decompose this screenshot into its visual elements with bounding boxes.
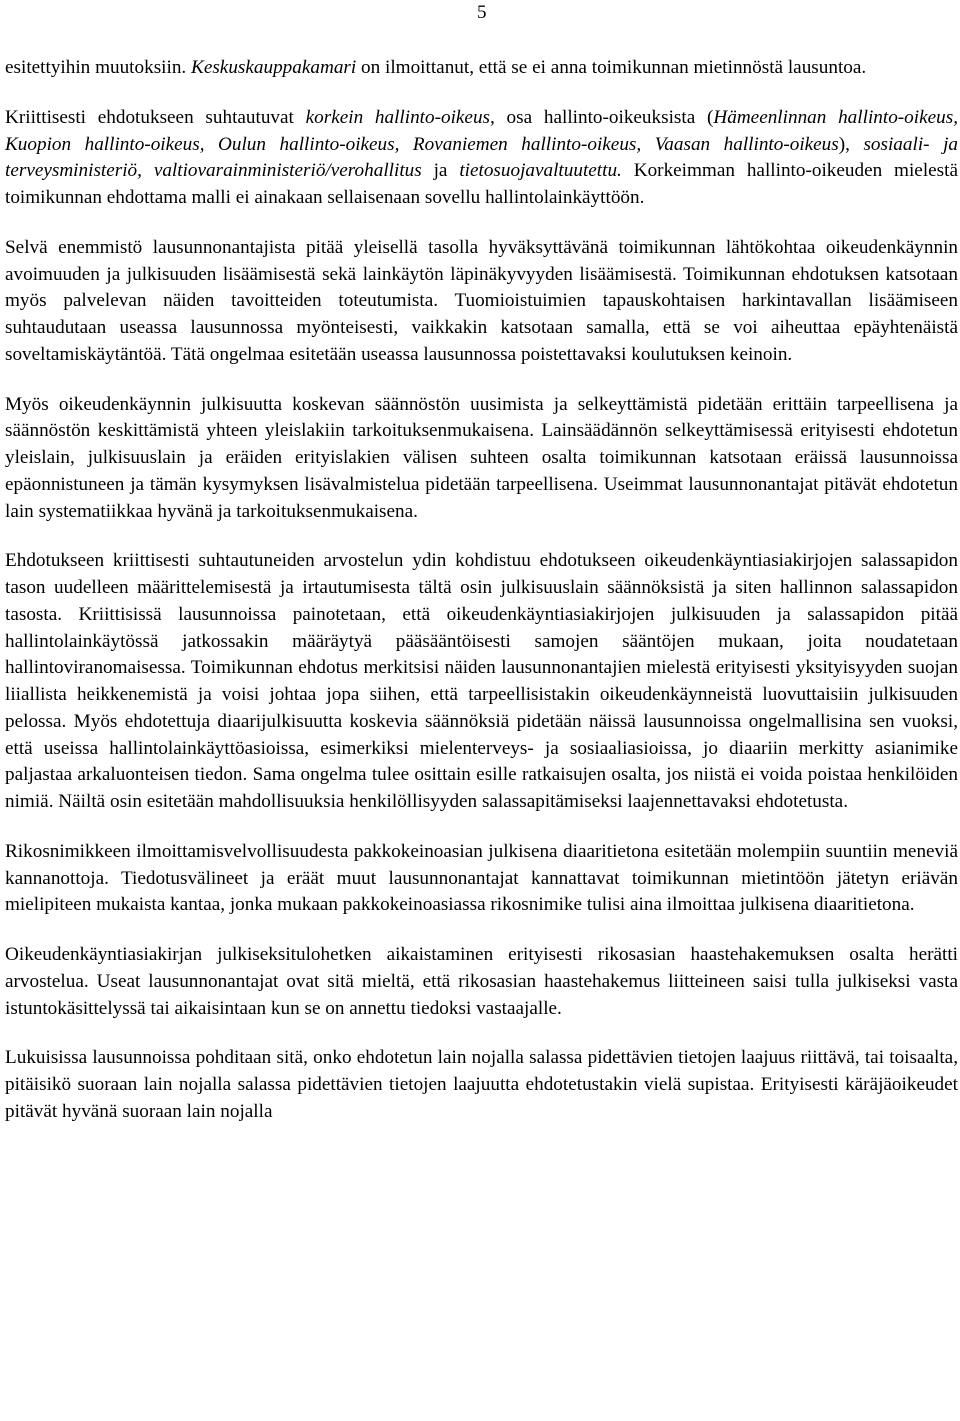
paragraph <box>5 55 958 82</box>
text-segment: osa hallinto-oikeuksista ( <box>494 106 714 128</box>
paragraph <box>5 839 958 919</box>
text-segment: korkein hallinto-oikeus, <box>305 106 495 128</box>
text-segment: Hämeenlinnan hallinto-oikeus, Kuopion hallinto-oikeus, Oulun hallinto-oikeus, Rovaniemen hallinto-oikeus, Vaasan hallinto-oikeus <box>5 106 958 155</box>
text-segment: Oikeudenkäyntiasiakirjan julkiseksitulohetken aikaistaminen erityisesti rikosasian haastehakemuksen osalta herätti arvostelua. Useat lausunnonantajat ovat sitä mieltä, että rikosasian haastehakemus liitteineen saisi tulla julkiseksi vasta istuntokäsittelyssä tai aikaisintaan kun se on annettu tiedoksi vastaajalle. <box>5 944 958 1019</box>
text-segment: Rikosnimikkeen ilmoittamisvelvollisuudesta pakkokeinoasian julkisena diaaritietona esitetään molempiin suuntiin meneviä kannanottoja. Tiedotusvälineet ja eräät muut lausunnonantajat kannattavat toimikunnan mietintöön jätetyn eriävän mielipiteen mukaista kantaa, jonka mukaan pakkokeinoasiassa rikosnimike tulisi aina ilmoittaa julkisena diaaritietona. <box>5 840 958 916</box>
paragraph <box>5 392 958 526</box>
text-segment: ja <box>421 160 460 182</box>
paragraph <box>5 235 958 369</box>
text-segment: Korkeimman hallinto-oikeuden mielestä toimikunnan ehdottama malli ei ainakaan sellaisenaan sovellu hallintolainkäyttöön. <box>5 160 958 208</box>
text-segment: Selvä enemmistö lausunnonantajista pitää yleisellä tasolla hyväksyttävänä toimikunnan lähtökohtaa oikeudenkäynnin avoimuuden ja julkisuuden lisäämisestä sekä lainkäytön läpinäkyvyyden lisäämisestä. Toimikunnan ehdotuksen katsotaan myös palvelevan näiden tavoitteiden toteutumista. Tuomioistuimien tapauskohtaisen harkintavallan lisäämiseen suhtaudutaan useassa lausunnossa myönteisesti, vaikkakin katsotaan samalla, että se voi aiheuttaa epäyhtenäistä soveltamiskäytäntöä. Tätä ongelmaa esitetään useassa lausunnossa poistettavaksi koulutuksen keinoin. <box>5 236 958 365</box>
text-segment: ), <box>838 133 864 155</box>
text-segment: Keskuskauppakamari <box>191 57 357 78</box>
text-segment: Kriittisesti ehdotukseen suhtautuvat <box>5 106 306 128</box>
paragraph <box>5 942 958 1022</box>
document-body <box>5 55 958 1126</box>
text-segment: esitettyihin muutoksiin. <box>5 57 192 78</box>
paragraph <box>5 1045 958 1125</box>
page-number: 5 <box>477 2 487 23</box>
text-segment: Ehdotukseen kriittisesti suhtautuneiden arvostelun ydin kohdistuu ehdotukseen oikeudenkäyntiasiakirjojen salassapidon tason uudelleen määrittelemisestä ja irtautumisesta tältä osin julkisuuslain säännöksistä ja siten hallinnon salassapidon tasosta. Kriittisissä lausunnoissa painotetaan, että oikeudenkäyntiasiakirjojen julkisuuden ja salassapidon pitää hallintolainkäytössä jatkossakin määräytyä pääsääntöisesti samojen sääntöjen mukaan, joita noudatetaan hallintoviranomaisessa. Toimikunnan ehdotus merkitsisi näiden lausunnonantajien mielestä erityisesti yksityisyyden suojan liiallista heikkenemistä ja voisi johtaa jopa siihen, että tarpeellisistakin oikeudenkäynneistä luovuttaisiin julkisuuden pelossa. Myös ehdotettuja diaarijulkisuutta koskevia säännöksiä pidetään näissä lausunnoissa ongelmallisina sen vuoksi, että useissa hallintolainkäyttöasioissa, esimerkiksi mielenterveys- ja sosiaaliasioissa, jo diaariin merkitty asianimike paljastaa arkaluonteisen tiedon. Sama ongelma tulee osittain esille ratkaisujen osalta, jos niistä ei voida poistaa henkilöiden nimiä. Näiltä osin esitetään mahdollisuuksia henkilöllisyyden salassapitämiseksi laajennettavaksi ehdotetusta. <box>5 550 958 812</box>
text-segment: on ilmoittanut, että se ei anna toimikunnan mietinnöstä lausuntoa. <box>356 57 867 78</box>
text-segment: Lukuisissa lausunnoissa pohditaan sitä, onko ehdotetun lain nojalla salassa pidettävien tietojen laajuus riittävä, tai toisaalta, pitäisikö suoraan lain nojalla salassa pidettävien tietojen laajuutta ehdotetustakin vielä supistaa. Erityisesti käräjäoikeudet pitävät hyvänä suoraan lain nojalla <box>5 1047 958 1122</box>
paragraph <box>5 548 958 816</box>
text-segment: sosiaali- ja terveysministeriö, valtiovarainministeriö/verohallitus <box>5 133 958 182</box>
text-segment: tietosuojavaltuutettu. <box>459 160 622 182</box>
paragraph <box>5 105 958 212</box>
text-segment: Myös oikeudenkäynnin julkisuutta koskevan säännöstön uusimista ja selkeyttämistä pidetään erittäin tarpeellisena ja säännöstön keskittämistä yhteen yleislakiin tarkoituksenmukaisena. Lainsäädännön selkeyttämisessä erityisesti ehdotetun yleislain, julkisuuslain ja eräiden erityislakien välisen suhteen osalta toimikunnan katsotaan eräissä lausunnoissa epäonnistuneen ja tämän kysymyksen lisävalmistelua pidetään tarpeellisena. Useimmat lausunnonantajat pitävät ehdotetun lain systematiikkaa hyvänä ja tarkoituksenmukaisena. <box>5 393 958 522</box>
